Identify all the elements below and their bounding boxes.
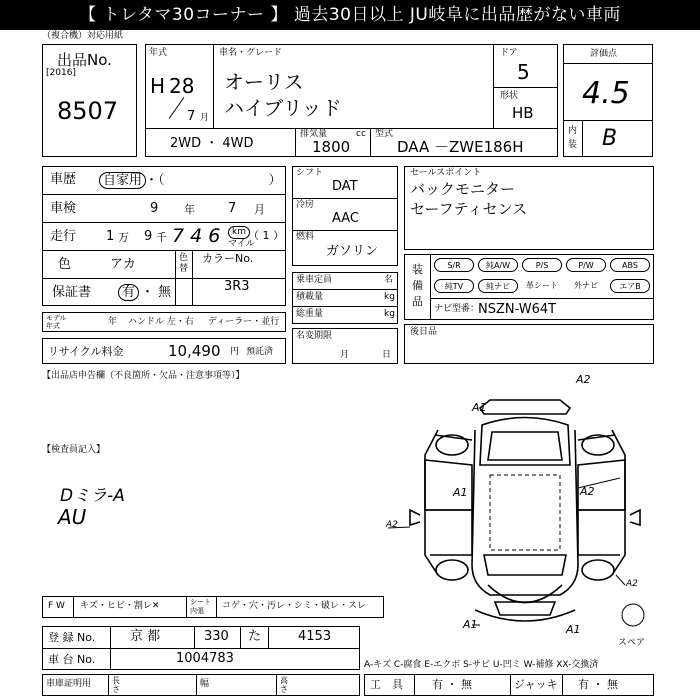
name-change-day: 日 xyxy=(382,350,392,360)
damage-legend: A-キズ C-腐食 E-エクボ S-サビ U-凹ミ W-補修 XX-交換済 xyxy=(364,660,599,670)
doors-value: 5 xyxy=(517,60,530,84)
color-value: アカ xyxy=(110,257,136,272)
color-no-label: カラーNo. xyxy=(202,252,254,265)
spare-label: スペア xyxy=(618,638,646,648)
fw-text: キズ・ヒビ・割レ✕ xyxy=(80,601,160,611)
registration-number: 4153 xyxy=(298,629,332,644)
equip-tv: 純TV xyxy=(434,279,474,293)
model-year-year: 年 xyxy=(108,317,118,327)
year-month-unit: 月 xyxy=(200,113,210,123)
displacement-label: 排気量 xyxy=(300,129,328,139)
equip-navi: 純ナビ xyxy=(478,279,518,293)
jack-label: ジャッキ xyxy=(514,678,558,691)
banner: 【 トレタマ30コーナー 】 過去30日以上 JU岐阜に出品歴がない車両 xyxy=(0,0,700,30)
interior-label: 内装 xyxy=(568,126,578,150)
equip-airbag: エアB xyxy=(610,279,650,293)
mileage-km: km xyxy=(228,226,250,239)
shape-value: HB xyxy=(512,104,534,122)
cert-width: 幅 xyxy=(200,679,210,689)
weight-label: 総重量 xyxy=(296,309,324,319)
registration-place: 京 都 xyxy=(130,629,161,644)
warranty-label: 保証書 xyxy=(52,285,92,300)
fw-label: F W xyxy=(48,601,65,611)
model-name: オーリス xyxy=(224,70,304,94)
sales-point-label: セールスポイント xyxy=(410,168,482,178)
displacement-unit: cc xyxy=(356,129,366,139)
recycle-label: リサイクル料金 xyxy=(48,345,124,358)
mileage-paren: （ 1 ） xyxy=(248,229,284,242)
color-change-label: 色替 xyxy=(179,253,189,274)
chassis-value: 1004783 xyxy=(176,651,234,666)
mark-a1-bottom2: A1 xyxy=(566,623,581,636)
interior-value: B xyxy=(602,126,618,151)
seat-text: コゲ・穴・汚レ・シミ・破レ・スレ xyxy=(222,601,367,611)
navi-label: ナビ型番： xyxy=(434,304,480,314)
inspection-label: 車検 xyxy=(50,201,77,216)
jack-value: 有 ・ 無 xyxy=(578,678,618,691)
mileage-mile: マイル xyxy=(228,239,255,249)
name-change-label: 名変期限 xyxy=(296,331,333,341)
mileage-man: 1 xyxy=(106,229,115,244)
ac-value: AAC xyxy=(332,211,359,226)
load-unit: kg xyxy=(384,292,395,302)
score-label: 評価点 xyxy=(590,49,618,59)
navi-value: NSZN-W64T xyxy=(478,302,557,317)
year-label: 年式 xyxy=(149,48,168,58)
registration-label: 登 録 No. xyxy=(48,631,96,644)
ac-label: 冷房 xyxy=(296,200,315,210)
chassis-label: 車 台 No. xyxy=(48,653,96,666)
mark-a2-side: A2 xyxy=(386,520,398,530)
color-no: 3R3 xyxy=(224,279,250,294)
mark-a1-top: A1 xyxy=(472,401,487,414)
fuel-value: ガソリン xyxy=(326,244,379,259)
year-month: 7 xyxy=(187,109,196,124)
sub-header: （複合機）対応用紙 xyxy=(42,31,124,41)
displacement-value: 1800 xyxy=(312,138,351,156)
tools-label: 工 具 xyxy=(370,678,403,691)
mark-a2-right: A2 xyxy=(580,485,595,498)
name-change-month: 月 xyxy=(340,350,350,360)
lot-year-tag: [2016] xyxy=(46,68,76,78)
recycle-note: 預託済 xyxy=(246,347,274,357)
mileage-man-unit: 万 xyxy=(118,231,129,244)
doors-label: ドア xyxy=(500,48,518,58)
type-value: DAA －ZWE186H xyxy=(397,138,524,156)
inspector-label: 【検査員記入】 xyxy=(42,445,106,455)
color-label: 色 xyxy=(58,257,72,272)
score-value: 4.5 xyxy=(582,76,630,111)
equip-abs: ABS xyxy=(610,258,650,272)
equip-pw: P/W xyxy=(566,258,606,272)
cert-length: 長さ xyxy=(112,676,120,694)
equip-alloy: 純A/W xyxy=(478,258,518,272)
mark-a2-top: A2 xyxy=(576,373,591,386)
capacity-unit: 名 xyxy=(384,275,394,285)
mark-a2-right2: A2 xyxy=(626,579,638,589)
equip-sr: S/R xyxy=(434,258,474,272)
recycle-value: 10,490 xyxy=(168,342,221,360)
inspection-month-unit: 月 xyxy=(254,203,265,216)
lot-label: 出品No. xyxy=(57,51,112,69)
drive: 2WD ・ 4WD xyxy=(170,136,254,151)
after-box xyxy=(404,324,654,364)
cert-label: 車庫証明用 xyxy=(46,679,92,689)
sales-point-line1: バックモニター xyxy=(410,180,516,198)
capacity-label: 乗車定員 xyxy=(296,275,333,285)
equip-ext-navi: 外ナビ xyxy=(574,281,598,290)
inspector-line2: AU xyxy=(58,505,87,529)
year-value: 28 xyxy=(169,74,195,98)
registration-kana: た xyxy=(248,629,262,644)
shift-value: DAT xyxy=(332,179,358,194)
model-year-dealer: ディーラー・並行 xyxy=(208,317,280,327)
sales-point-line2: セーフティセンス xyxy=(410,200,528,218)
car-diagram xyxy=(380,370,670,640)
shift-label: シフト xyxy=(296,168,324,178)
history-value: 自家用 xyxy=(99,172,146,189)
mileage-sen-unit: 千 xyxy=(156,231,167,244)
year-era: H xyxy=(150,74,166,98)
warranty-yes: 有 xyxy=(118,284,139,301)
mark-a1-bottom: A1 xyxy=(463,618,478,631)
history-label: 車歴 xyxy=(50,172,77,187)
equip-leather: 革シート xyxy=(526,281,558,290)
equipment-label: 装備品 xyxy=(412,263,423,308)
warranty-no: ・ 無 xyxy=(141,285,172,300)
inspection-year-unit: 年 xyxy=(184,203,195,216)
model-year-handle: ハンドル 左・右 xyxy=(128,317,194,327)
history-rest: ・（ ） xyxy=(145,173,282,188)
inspection-month: 7 xyxy=(228,201,237,216)
seller-notes-label: 【出品店申告欄（不良箇所・欠品・注意事項等）】 xyxy=(42,371,245,381)
equip-ps: P/S xyxy=(522,258,562,272)
tools-value: 有 ・ 無 xyxy=(432,678,472,691)
mileage-sen: 9 xyxy=(144,229,153,244)
lot-number: 8507 xyxy=(57,97,119,125)
shape-label: 形状 xyxy=(500,91,519,101)
mileage-hand: 7 4 6 xyxy=(172,225,221,247)
lot-box xyxy=(42,44,137,157)
model-year-label: モデル年式 xyxy=(46,314,67,330)
registration-class: 330 xyxy=(204,629,229,644)
load-label: 積載量 xyxy=(296,292,324,302)
inspector-line1: Dミラ-A xyxy=(60,486,125,506)
inspection-year: 9 xyxy=(150,201,159,216)
seat-label: シート内張 xyxy=(190,598,211,615)
model-label: 車名・グレード xyxy=(219,48,283,58)
type-label: 型式 xyxy=(375,129,394,139)
after-label: 後日品 xyxy=(410,327,438,337)
mileage-label: 走行 xyxy=(50,229,77,244)
weight-unit: kg xyxy=(384,309,395,319)
mark-a1-left: A1 xyxy=(453,486,468,499)
model-grade: ハイブリッド xyxy=(224,96,342,120)
cert-height: 高さ xyxy=(280,676,288,694)
recycle-unit: 円 xyxy=(230,347,240,357)
fuel-label: 燃料 xyxy=(296,232,315,242)
